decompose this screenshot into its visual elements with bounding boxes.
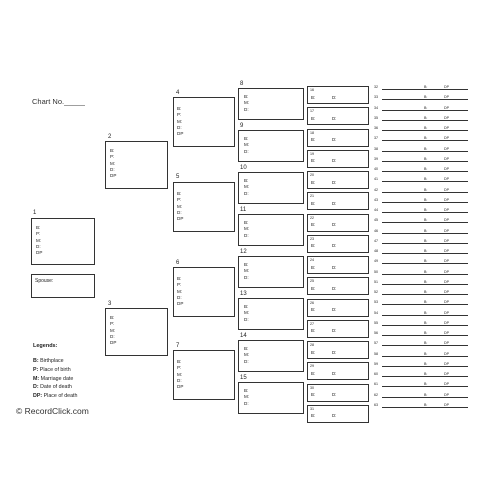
- ancestor-row-35[interactable]: [374, 116, 468, 126]
- birth-field: B:: [424, 269, 428, 274]
- person-number: 31: [310, 406, 314, 411]
- death-place-field: DP: [444, 126, 449, 130]
- copyright-text: © RecordClick.com: [16, 406, 89, 416]
- ancestor-row-43[interactable]: [374, 198, 468, 208]
- death-field: D:: [332, 392, 337, 397]
- write-line: [382, 202, 468, 203]
- birth-field: B:: [424, 259, 428, 264]
- birth-field: B:: [311, 264, 316, 270]
- person-box-5[interactable]: [173, 182, 235, 232]
- death-place-field: DP: [444, 228, 449, 233]
- ancestor-row-42[interactable]: [374, 188, 468, 198]
- birth-field: B:: [311, 158, 316, 164]
- birth-field: B:: [311, 243, 316, 249]
- death-field: D:: [332, 264, 337, 270]
- write-line: [382, 89, 468, 90]
- death-place-field: DP: [444, 269, 449, 274]
- death-field: D:: [332, 413, 337, 419]
- write-line: [382, 99, 468, 100]
- birth-field: B:: [311, 413, 316, 419]
- person-box-30[interactable]: [307, 384, 369, 402]
- birth-field: B:: [424, 177, 428, 182]
- person-number: 26: [310, 300, 314, 305]
- person-number: 30: [310, 385, 314, 390]
- person-number: 50: [374, 269, 378, 274]
- person-fields: B: P: M: D: DP: [177, 106, 184, 137]
- person-number: 9: [240, 123, 244, 129]
- write-line: [382, 315, 468, 316]
- birth-field: B:: [424, 85, 428, 89]
- person-number: 48: [374, 249, 378, 253]
- death-field: D:: [332, 328, 337, 334]
- person-box-19[interactable]: [307, 150, 369, 168]
- birth-field: B:: [424, 279, 428, 284]
- ancestor-row-56[interactable]: [374, 331, 468, 341]
- person-number: 51: [374, 279, 378, 284]
- person-number: 42: [374, 187, 378, 192]
- legend-item: B: Birthplace: [33, 358, 64, 364]
- write-line: [382, 243, 468, 244]
- ancestor-row-63[interactable]: [374, 403, 468, 413]
- death-place-field: DP: [444, 320, 449, 325]
- birth-field: B:: [311, 115, 316, 121]
- person-box-25[interactable]: [307, 277, 369, 295]
- write-line: [382, 397, 468, 398]
- death-place-field: DP: [444, 146, 449, 151]
- write-line: [382, 222, 468, 223]
- death-place-field: DP: [444, 197, 449, 202]
- death-field: D:: [332, 158, 337, 164]
- death-place-field: DP: [444, 351, 449, 356]
- birth-field: B:: [311, 349, 316, 355]
- write-line: [382, 192, 468, 193]
- ancestor-row-32[interactable]: [374, 85, 468, 95]
- write-line: [382, 130, 468, 131]
- person-number: 29: [310, 364, 314, 369]
- death-place-field: DP: [444, 341, 449, 346]
- person-box-6[interactable]: [173, 267, 235, 317]
- ancestor-row-55[interactable]: [374, 321, 468, 331]
- person-number: 19: [310, 151, 314, 156]
- death-place-field: DP: [444, 259, 449, 264]
- person-number: 23: [310, 236, 314, 241]
- write-line: [382, 161, 468, 162]
- ancestor-row-34[interactable]: [374, 106, 468, 116]
- person-box-16[interactable]: [307, 86, 369, 104]
- person-fields: B: M: D:: [244, 262, 250, 280]
- birth-field: B:: [311, 307, 316, 312]
- death-place-field: DP: [444, 372, 449, 376]
- birth-field: B:: [424, 372, 428, 376]
- legend-title: Legends:: [33, 343, 58, 349]
- ancestor-row-46[interactable]: [374, 229, 468, 239]
- person-fields: B: P: M: D: DP: [177, 359, 184, 390]
- person-number: 20: [310, 173, 314, 177]
- death-place-field: DP: [444, 249, 449, 253]
- birth-field: B:: [424, 361, 428, 366]
- death-field: D:: [332, 285, 337, 291]
- person-box-10[interactable]: [238, 172, 304, 204]
- birth-field: B:: [311, 94, 316, 100]
- person-number: 5: [176, 174, 180, 180]
- birth-field: B:: [424, 310, 428, 315]
- write-line: [382, 294, 468, 295]
- person-number: 21: [310, 194, 314, 199]
- death-place-field: DP: [444, 115, 449, 120]
- write-line: [382, 212, 468, 213]
- death-field: D:: [332, 370, 337, 376]
- person-number: 33: [374, 95, 378, 100]
- birth-field: B:: [424, 290, 428, 294]
- person-number: 40: [374, 167, 378, 171]
- birth-field: B:: [424, 392, 428, 397]
- person-number: 13: [240, 291, 247, 297]
- person-number: 52: [374, 290, 378, 294]
- death-field: D:: [332, 307, 337, 312]
- legend-item: DP: Place of death: [33, 393, 78, 400]
- write-line: [382, 407, 468, 408]
- person-number: 28: [310, 343, 314, 347]
- death-place-field: DP: [444, 85, 449, 89]
- birth-field: B:: [424, 218, 428, 223]
- person-box-2[interactable]: [105, 141, 168, 189]
- person-number: 32: [374, 85, 378, 89]
- birth-field: B:: [311, 392, 316, 397]
- death-field: D:: [332, 222, 337, 227]
- person-box-29[interactable]: [307, 362, 369, 380]
- legend-item: D: Date of death: [33, 384, 72, 391]
- spouse-label: Spouse:: [35, 278, 54, 284]
- chart-number-label: Chart No._____: [32, 97, 85, 106]
- birth-field: B:: [311, 328, 316, 334]
- person-number: 3: [108, 301, 112, 307]
- ancestor-row-40[interactable]: [374, 167, 468, 177]
- ancestor-row-37[interactable]: [374, 136, 468, 146]
- person-number: 14: [240, 333, 247, 339]
- death-place-field: DP: [444, 331, 449, 335]
- death-place-field: DP: [444, 95, 449, 100]
- death-place-field: DP: [444, 208, 449, 212]
- person-number: 45: [374, 218, 378, 223]
- person-fields: B: P: M: D: DP: [177, 191, 184, 222]
- write-line: [382, 386, 468, 387]
- write-line: [382, 325, 468, 326]
- legend-item: P: Place of birth: [33, 366, 71, 373]
- write-line: [382, 171, 468, 172]
- person-number: 16: [310, 88, 314, 92]
- birth-field: B:: [424, 115, 428, 120]
- person-fields: B: M: D:: [244, 178, 250, 196]
- birth-field: B:: [424, 402, 428, 407]
- death-place-field: DP: [444, 167, 449, 171]
- person-number: 63: [374, 402, 378, 407]
- death-field: D:: [332, 243, 337, 249]
- write-line: [382, 304, 468, 305]
- birth-field: B:: [424, 146, 428, 151]
- ancestor-row-53[interactable]: [374, 300, 468, 310]
- person-number: 17: [310, 109, 314, 114]
- person-box-31[interactable]: [307, 405, 369, 423]
- person-number: 11: [240, 207, 247, 213]
- write-line: [382, 366, 468, 367]
- death-place-field: DP: [444, 402, 449, 407]
- ancestor-row-39[interactable]: [374, 157, 468, 167]
- birth-field: B:: [424, 320, 428, 325]
- birth-field: B:: [424, 300, 428, 305]
- person-fields: B: M: D:: [244, 388, 250, 406]
- birth-field: B:: [311, 285, 316, 291]
- death-place-field: DP: [444, 300, 449, 305]
- death-place-field: DP: [444, 279, 449, 284]
- write-line: [382, 110, 468, 111]
- person-number: 37: [374, 136, 378, 141]
- death-place-field: DP: [444, 105, 449, 110]
- birth-field: B:: [311, 222, 316, 227]
- person-box-20[interactable]: [307, 171, 369, 189]
- person-number: 43: [374, 197, 378, 202]
- ancestor-row-50[interactable]: [374, 270, 468, 280]
- person-number: 49: [374, 259, 378, 264]
- person-number: 58: [374, 351, 378, 356]
- person-number: 6: [176, 260, 180, 266]
- legend-item: M: Marriage date: [33, 375, 74, 382]
- birth-field: B:: [424, 228, 428, 233]
- person-number: 35: [374, 115, 378, 120]
- person-number: 41: [374, 177, 378, 182]
- person-number: 44: [374, 208, 378, 212]
- write-line: [382, 263, 468, 264]
- ancestor-row-61[interactable]: [374, 382, 468, 392]
- death-field: D:: [332, 115, 337, 121]
- birth-field: B:: [424, 197, 428, 202]
- person-fields: B: P: M: D: DP: [177, 276, 184, 307]
- person-number: 57: [374, 341, 378, 346]
- person-box-27[interactable]: [307, 320, 369, 338]
- person-fields: B: M: D:: [244, 94, 250, 112]
- ancestor-row-45[interactable]: [374, 218, 468, 228]
- person-number: 61: [374, 382, 378, 387]
- person-number: 56: [374, 331, 378, 335]
- person-box-13[interactable]: [238, 298, 304, 330]
- person-box-1[interactable]: [31, 218, 95, 265]
- person-fields: B: M: D:: [244, 220, 250, 238]
- death-place-field: DP: [444, 177, 449, 182]
- person-box-3[interactable]: [105, 308, 168, 356]
- person-number: 55: [374, 320, 378, 325]
- person-number: 4: [176, 90, 180, 96]
- birth-field: B:: [424, 238, 428, 243]
- person-box-4[interactable]: [173, 97, 235, 147]
- person-number: 53: [374, 300, 378, 305]
- ancestor-row-48[interactable]: [374, 249, 468, 259]
- birth-field: B:: [424, 208, 428, 212]
- birth-field: B:: [424, 382, 428, 387]
- write-line: [382, 120, 468, 121]
- write-line: [382, 253, 468, 254]
- person-number: 36: [374, 126, 378, 130]
- death-place-field: DP: [444, 310, 449, 315]
- death-place-field: DP: [444, 361, 449, 366]
- person-box-28[interactable]: [307, 341, 369, 359]
- birth-field: B:: [424, 126, 428, 130]
- person-number: 18: [310, 130, 314, 135]
- write-line: [382, 345, 468, 346]
- person-number: 47: [374, 238, 378, 243]
- legend-list: [33, 357, 77, 401]
- person-fields: B: P: M: D: DP: [36, 225, 43, 256]
- birth-field: B:: [311, 200, 316, 206]
- person-box-24[interactable]: [307, 256, 369, 274]
- death-place-field: DP: [444, 218, 449, 223]
- person-box-22[interactable]: [307, 214, 369, 232]
- write-line: [382, 233, 468, 234]
- birth-field: B:: [424, 136, 428, 141]
- death-place-field: DP: [444, 382, 449, 387]
- birth-field: B:: [424, 341, 428, 346]
- ancestor-row-44[interactable]: [374, 208, 468, 218]
- death-place-field: DP: [444, 187, 449, 192]
- ancestor-row-36[interactable]: [374, 126, 468, 136]
- birth-field: B:: [424, 167, 428, 171]
- person-fields: B: M: D:: [244, 304, 250, 322]
- write-line: [382, 376, 468, 377]
- birth-field: B:: [424, 331, 428, 335]
- write-line: [382, 274, 468, 275]
- person-number: 27: [310, 321, 314, 326]
- death-field: D:: [332, 200, 337, 206]
- birth-field: B:: [424, 105, 428, 110]
- write-line: [382, 151, 468, 152]
- person-number: 2: [108, 134, 112, 140]
- person-number: 8: [240, 81, 244, 87]
- person-number: 39: [374, 156, 378, 161]
- person-number: 59: [374, 361, 378, 366]
- person-number: 1: [33, 210, 37, 216]
- write-line: [382, 356, 468, 357]
- ancestor-row-62[interactable]: [374, 393, 468, 403]
- person-box-21[interactable]: [307, 192, 369, 210]
- person-box-18[interactable]: [307, 129, 369, 147]
- person-number: 24: [310, 258, 314, 262]
- person-number: 7: [176, 343, 180, 349]
- person-number: 22: [310, 215, 314, 220]
- person-fields: B: P: M: D: DP: [110, 315, 117, 346]
- death-field: D:: [332, 94, 337, 100]
- person-number: 25: [310, 279, 314, 284]
- person-box-7[interactable]: [173, 350, 235, 400]
- ancestor-row-47[interactable]: [374, 239, 468, 249]
- birth-field: B:: [424, 249, 428, 253]
- person-box-11[interactable]: [238, 214, 304, 246]
- person-box-8[interactable]: [238, 88, 304, 120]
- person-number: 34: [374, 105, 378, 110]
- person-box-26[interactable]: [307, 299, 369, 317]
- person-number: 12: [240, 249, 247, 255]
- person-number: 15: [240, 375, 247, 381]
- ancestor-row-38[interactable]: [374, 147, 468, 157]
- death-field: D:: [332, 349, 337, 355]
- write-line: [382, 284, 468, 285]
- ancestor-row-41[interactable]: [374, 177, 468, 187]
- death-place-field: DP: [444, 392, 449, 397]
- person-box-23[interactable]: [307, 235, 369, 253]
- ancestor-row-54[interactable]: [374, 311, 468, 321]
- person-number: 54: [374, 310, 378, 315]
- person-box-9[interactable]: [238, 130, 304, 162]
- person-number: 10: [240, 165, 247, 171]
- person-number: 38: [374, 146, 378, 151]
- death-place-field: DP: [444, 136, 449, 141]
- write-line: [382, 181, 468, 182]
- birth-field: B:: [424, 187, 428, 192]
- birth-field: B:: [311, 137, 316, 142]
- death-place-field: DP: [444, 238, 449, 243]
- person-fields: B: P: M: D: DP: [110, 148, 117, 179]
- birth-field: B:: [311, 179, 316, 185]
- person-number: 60: [374, 372, 378, 376]
- write-line: [382, 335, 468, 336]
- person-fields: B: M: D:: [244, 136, 250, 154]
- person-number: 46: [374, 228, 378, 233]
- person-fields: B: M: D:: [244, 346, 250, 364]
- write-line: [382, 140, 468, 141]
- ancestor-row-58[interactable]: [374, 352, 468, 362]
- person-box-12[interactable]: [238, 256, 304, 288]
- ancestor-row-49[interactable]: [374, 259, 468, 269]
- birth-field: B:: [311, 370, 316, 376]
- ancestor-row-33[interactable]: [374, 95, 468, 105]
- death-field: D:: [332, 137, 337, 142]
- death-place-field: DP: [444, 290, 449, 294]
- death-place-field: DP: [444, 156, 449, 161]
- ancestor-row-59[interactable]: [374, 362, 468, 372]
- ancestor-row-60[interactable]: [374, 372, 468, 382]
- ancestor-row-57[interactable]: [374, 341, 468, 351]
- death-field: D:: [332, 179, 337, 185]
- birth-field: B:: [424, 156, 428, 161]
- ancestor-row-52[interactable]: [374, 290, 468, 300]
- birth-field: B:: [424, 351, 428, 356]
- person-number: 62: [374, 392, 378, 397]
- birth-field: B:: [424, 95, 428, 100]
- person-box-17[interactable]: [307, 107, 369, 125]
- person-box-14[interactable]: [238, 340, 304, 372]
- ancestor-row-51[interactable]: [374, 280, 468, 290]
- person-box-15[interactable]: [238, 382, 304, 414]
- spouse-box[interactable]: [31, 274, 95, 298]
